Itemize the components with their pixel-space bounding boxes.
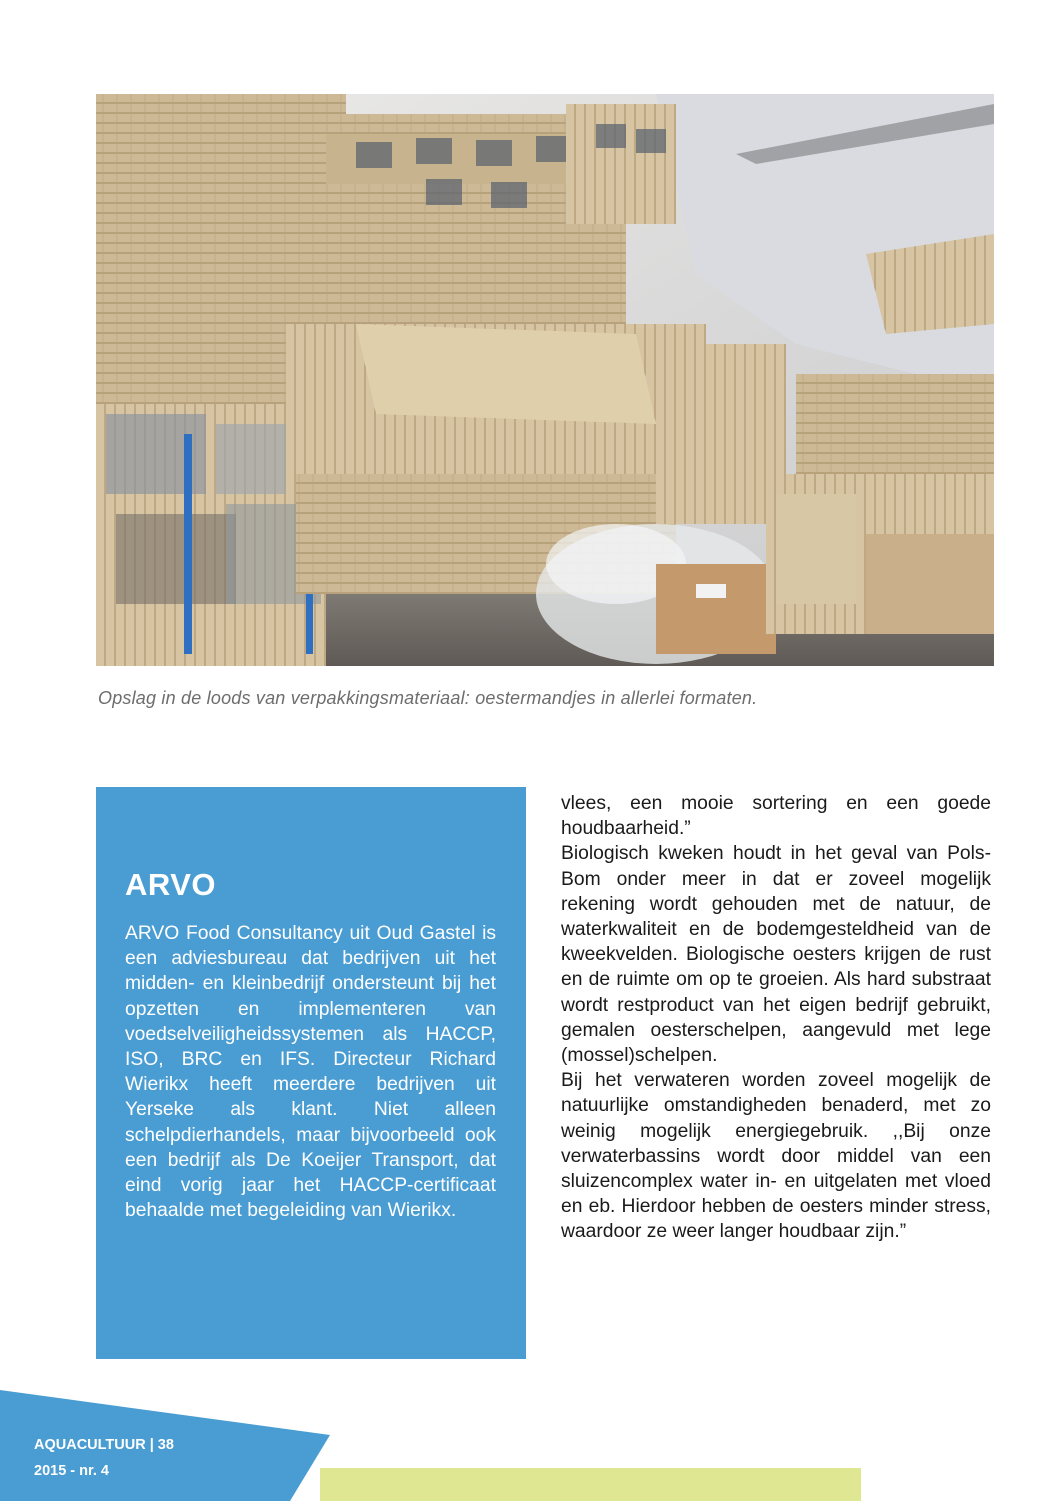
- article-paragraph: Biologisch kweken houdt in het geval van Pols-Bom onder meer in dat er zoveel mogelijk rekening wordt gehouden met de natuur, de waterkwaliteit en de bodemgesteldheid van de kweekvelden. Biologische oesters krijgen de rust en de ruimte om op te groeien. Als hard substraat wordt restproduct van het eigen bedrijf gebruikt, gemalen oesterschelpen, aangevuld met lege (mossel)schelpen.: [561, 843, 991, 1067]
- sidebar-title: ARVO: [125, 867, 217, 902]
- storage-photo: [96, 94, 994, 666]
- issue-number: 2015 - nr. 4: [34, 1463, 109, 1479]
- photo-caption: Opslag in de loods van verpakkingsmateriaal: oestermandjes in allerlei formaten.: [98, 688, 758, 708]
- footer-label: [34, 1432, 174, 1484]
- sidebar-body: ARVO Food Consultancy uit Oud Gastel is een adviesbureau dat bedrijven uit het midden- en kleinbedrijf ondersteunt bij het opzetten en implementeren van voedselveiligheidssystemen als HACCP, ISO, BRC en IFS. Directeur Richard Wierikx heeft meerdere bedrijven uit Yerseke als klant. Niet alleen schelpdierhandels, maar bijvoorbeeld ook een bedrijf als De Koeijer Transport, dat eind vorig jaar het HACCP-certificaat behaalde met begeleiding van Wierikx.: [125, 923, 496, 1222]
- storage-photo-illustration: [96, 94, 994, 666]
- footer-bar: [320, 1468, 861, 1501]
- arvo-sidebar: [96, 787, 526, 1359]
- article-paragraph: Bij het verwateren worden zoveel mogelijk de natuurlijke omstandigheden benaderd, met zo weinig mogelijk energiegebruik. ,,Bij onze verwaterbassins wordt door middel van een sluizencomplex water in- en uitgelaten met vloed en eb. Hierdoor hebben de oesters minder stress, waardoor ze weer langer houdbaar zijn.”: [561, 1070, 991, 1243]
- article-column: [561, 791, 991, 1245]
- magazine-page: AQUACULTUUR | 38: [34, 1437, 174, 1453]
- article-paragraph: vlees, een mooie sortering en een goede houdbaarheid.”: [561, 793, 991, 840]
